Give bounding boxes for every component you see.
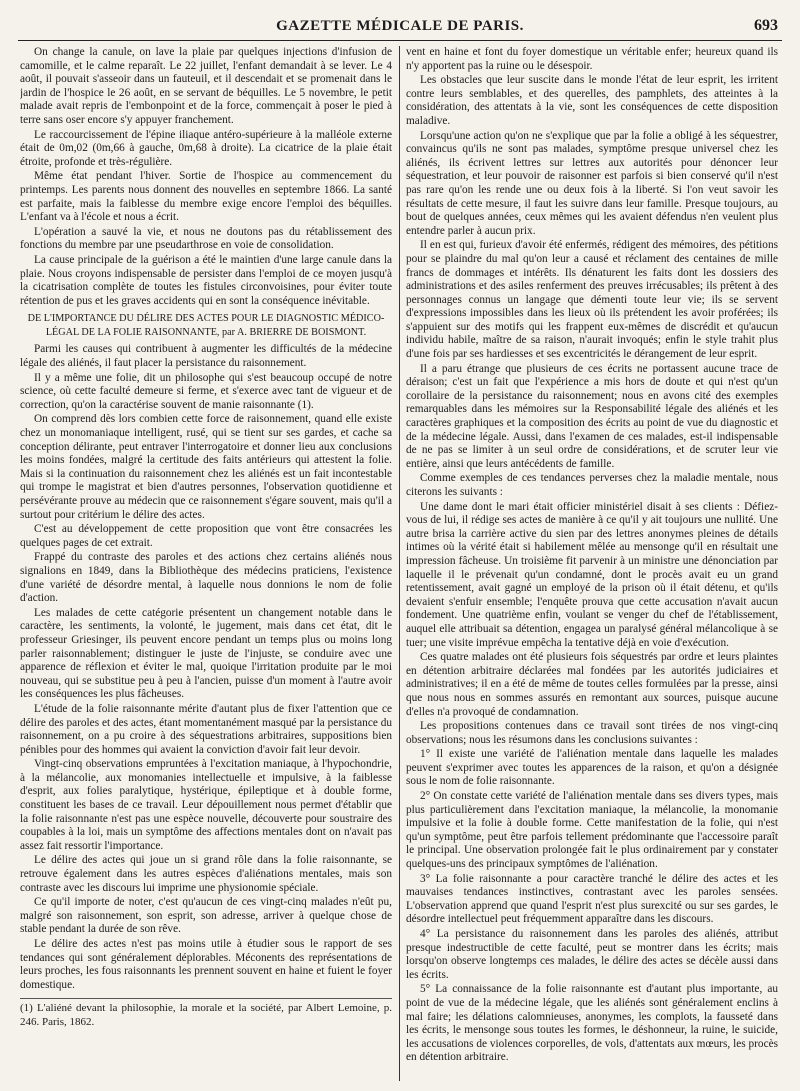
paragraph: Les propositions contenues dans ce travail sont tirées de nos vingt-cinq observations; nous les résumons dans les conclusions suivantes : (406, 720, 778, 746)
paragraph: Lorsqu'une action qu'on ne s'explique que par la folie a obligé à les séquestrer, convaincus qu'ils ne sont pas malades, symptôme presque universel chez les aliénés, ils écrivent lettres sur lettres aux autorités pour dénoncer leur séquestration, et leur pouvoir de raisonner est parfois si bien conservé qu'il n'est pas rare qu'on les rende une ou deux fois à la liberté. Si l'on veut savoir les résultats de cette mesure, il faut les suivre dans leur famille. Presque toujours, au bout de quelques années, ceux mêmes qui les avaient défendus n'en veulent plus entendre parler à aucun prix. (406, 129, 778, 237)
paragraph: Parmi les causes qui contribuent à augmenter les difficultés de la médecine légale des aliénés, il faut placer la persistance du raisonnement. (20, 343, 392, 370)
paragraph: Comme exemples de ces tendances perverses chez la maladie mentale, nous citerons les suivants : (406, 472, 778, 498)
paragraph: Ces quatre malades ont été plusieurs fois séquestrés par ordre et leurs plaintes en détention arbitraire déclarées mal fondées par les autorités judiciaires et administratives; il en a été de même de toutes celles formulées par la presse, ainsi que nous nous en sommes assurés en remontant aux sources, puisque aucune d'elles n'a provoqué de condamnation. (406, 651, 778, 718)
paragraph: Une dame dont le mari était officier ministériel disait à ses clients : Défiez-vous de lui, il rédige ses actes de manière à ce qu'il y ait toujours une nullité. Une autre brisa la carrière active du sien par des lettres anonymes pleines de détails intimes où la vérité était si habilement mêlée au mensonge qu'il en résultait une impression fâcheuse. Un troisième fit parvenir à un ministre une dénonciation par laquelle il le prévenait qu'un condamné, dont le procès avait eu un grand retentissement, avait gagné un employé de la prison où il était détenu, et qu'ils devaient s'enfuir ensemble; l'enquête prouva que cette accusation n'avait aucun fondement. Une quatrième enfin, voulant se venger du chef de l'établissement, auquel elle attribuait sa détention, engagea un paralysé général mélancolique à se tuer; une visite imprévue empêcha la tentative déjà en voie d'exécution. (406, 500, 778, 649)
paragraph: vent en haine et font du foyer domestique un véritable enfer; heureux quand ils n'y apportent pas la ruine ou le désespoir. (406, 46, 778, 72)
paragraph: 1° Il existe une variété de l'aliénation mentale dans laquelle les malades peuvent s'exprimer avec toutes les apparences de la raison, et qu'on a désignée sous le nom de folie raisonnante. (406, 748, 778, 788)
paragraph: Les obstacles que leur suscite dans le monde l'état de leur esprit, les irritent contre leurs semblables, et des querelles, des pamphlets, des atteintes à la considération, des attentats à la vie, sont les conséquences de cette disposition maladive. (406, 74, 778, 127)
paragraph: Même état pendant l'hiver. Sortie de l'hospice au commencement du printemps. Les parents nous donnent des nouvelles en septembre 1866. La santé est parfaite, mais la faiblesse du membre exige encore l'emploi des béquilles. L'enfant va à l'école et nous a écrit. (20, 170, 392, 224)
paragraph: Ce qu'il importe de noter, c'est qu'aucun de ces vingt-cinq malades n'eût pu, malgré son raisonnement, son esprit, son adresse, arriver à quelque chose de stable pendant la durée de son rêve. (20, 896, 392, 936)
paragraph: 5° La connaissance de la folie raisonnante est d'autant plus importante, au point de vue de la médecine légale, que les aliénés sont généralement enclins à mal faire; les délations calomnieuses, anonymes, les complots, la fausseté dans les écrits, le mensonge sous toutes les formes, le déshonneur, la ruine, le suicide, les accusations de violences corporelles, de vols, d'attentats aux mœurs, les procès en détention arbitraire. (406, 983, 778, 1064)
page-number: 693 (754, 17, 778, 34)
paragraph: 4° La persistance du raisonnement dans les paroles des aliénés, attribut presque indestructible de cette faculté, peut se montrer dans les écrits; mais lorsqu'on observe longtemps ces malades, le délire des actes se décèle aussi dans les écrits. (406, 928, 778, 981)
left-column (20, 46, 392, 1085)
paragraph: 3° La folie raisonnante a pour caractère tranché le délire des actes et les mauvaises tendances instinctives, contrastant avec les paroles sensées. L'observation apprend que quand l'esprit n'est plus surexcité ou sur ses gardes, le désordre intellectuel peut fréquemment apparaître dans les discours. (406, 872, 778, 926)
paragraph: Vingt-cinq observations empruntées à l'excitation maniaque, à l'hypochondrie, à la mélancolie, aux monomanies intellectuelle et impulsive, à la faiblesse d'esprit, aux folies paralytique, hystérique, épileptique et à double forme, constituent les bases de ce travail. Leur dépouillement nous permet d'établir que la folie raisonnante n'est pas une espèce nouvelle, découverte pour soustraire des coupables à la loi, mais un symptôme des affections mentales dont on n'avait pas assez fait ressortir l'importance. (20, 758, 392, 852)
paragraph: Le délire des actes qui joue un si grand rôle dans la folie raisonnante, se retrouve également dans les autres espèces d'aliénations mentales, mais son contraste avec les discours lui imprime une physionomie spéciale. (20, 854, 392, 894)
paragraph: Il y a même une folie, dit un philosophe qui s'est beaucoup occupé de notre science, où cette faculté demeure si ferme, et s'exerce avec tant de vigueur et de correction, qu'on la caractérise souvent de manie raisonnante (1). (20, 371, 392, 411)
page-header (18, 16, 782, 41)
paragraph: L'étude de la folie raisonnante mérite d'autant plus de fixer l'attention que ce délire des paroles et des actes, étant momentanément masqué par la persistance du raisonnement, on a pu croire à des séquestrations arbitraires, suppositions bien pénibles pour des hommes qui avaient la conviction d'avoir fait leur devoir. (20, 702, 392, 756)
paragraph: Il en est qui, furieux d'avoir été enfermés, rédigent des mémoires, des pétitions pour se plaindre du mal qu'on leur a causé et réclament des centaines de mille francs de dommages et intérêts. Ils dénaturent les faits dont les dossiers des administrations et des asiles renferment des preuves irrécusables; ils prêtent à des personnages connus un langage que démenti toute leur vie; ils se servent d'expressions impossibles dans les lieux où ils prétendent les avoir proférées; ils s'appuient sur des motifs qui les frappent eux-mêmes de discrédit et qu'aucun individu habile, maître de sa raison, n'aurait invoqués; enfin le style trahit plus d'une fois par ses hardiesses et ses excentricités le dérangement de leur esprit. (406, 239, 778, 361)
paragraph: 2° On constate cette variété de l'aliénation mentale dans ses divers types, mais plus particulièrement dans l'excitation maniaque, la mélancolie, la monomanie impulsive et la folie à double forme. Cette manifestation de la folie, qui n'est qu'un symptôme, peut être parfois tellement prédominante que l'accessoire paraît le principal. Une observation prolongée fait le plus ordinairement par y constater quelques-uns des principaux symptômes de l'aliénation. (406, 790, 778, 871)
paragraph: On change la canule, on lave la plaie par quelques injections d'infusion de camomille, et le calme reparaît. Le 22 juillet, l'enfant demandait à se lever. Le 4 août, il pouvait s'asseoir dans un fauteuil, et il descendait et se promenait dans le jardin de l'hospice le 26 août, en se servant de béquilles. Le 5 novembre, le petit malade avait repris de l'embonpoint et de la force, commençait à poser le pied à terre sans oser encore s'y appuyer franchement. (20, 46, 392, 126)
paragraph: Le raccourcissement de l'épine iliaque antéro-supérieure à la malléole externe était de 0m,02 (0m,66 à gauche, 0m,68 à droite). La cicatrice de la plaie était étroite, profonde et très-régulière. (20, 128, 392, 168)
paragraph: C'est au développement de cette proposition que vont être consacrées les quelques pages de cet extrait. (20, 523, 392, 549)
article-title: DE L'IMPORTANCE DU DÉLIRE DES ACTES POUR LE DIAGNOSTIC MÉDICO-LÉGAL DE LA FOLIE RAISONNANTE, par A. BRIERRE DE BOISMONT. (27, 313, 385, 338)
paragraph: Frappé du contraste des paroles et des actions chez certains aliénés nous signalions en 1849, dans la Bibliothèque des médecins praticiens, l'existence d'une variété de désordre mental, à laquelle nous donnions le nom de folie d'action. (20, 551, 392, 605)
paragraph: Le délire des actes n'est pas moins utile à étudier sous le rapport de ses tendances qui sont généralement déplorables. Méconents des représentations de leurs proches, les fous raisonnants les prennent souvent en haine et fuient le foyer domestique. (20, 938, 392, 991)
footnote: (1) L'aliéné devant la philosophie, la morale et la société, par Albert Lemoine, p. 246. Paris, 1862. (20, 998, 392, 1029)
paragraph: L'opération a sauvé la vie, et nous ne doutons pas du rétablissement des fonctions du membre par une pseudarthrose en voie de consolidation. (20, 225, 392, 252)
paragraph: On comprend dès lors combien cette force de raisonnement, quand elle existe chez un monomaniaque intelligent, rusé, qui se tient sur ses gardes, et cache sa conception délirante, peut entraver l'interrogatoire et donner lieu aux conclusions les moins fondées, malgré la certitude des faits antérieurs qui attestent la folie. Mais si la continuation du raisonnement chez les aliénés est un fait incontestable qui trompe le magistrat et bien d'autres personnes, l'observation quotidienne et persévérante prouve au médecin que ce raisonnement s'égare souvent, mais qu'il a surtout pour critérium le délire des actes. (20, 413, 392, 521)
paragraph: Il a paru étrange que plusieurs de ces écrits ne portassent aucune trace de déraison; c'est un fait que l'expérience a mis hors de doute et qui n'est qu'un corollaire de la persistance du raisonnement; nous en avons cité des exemples remarquables dans les mémoires sur la Responsabilité légale des aliénés et les caractères graphiques et la composition des écrits au point de vue du diagnostic et de la médecine légale. Aussi, dans l'examen de ces malades, est-il indispensable de ne pas se limiter à un seul ordre de considérations, et de scruter leur vie entière, ainsi que leurs antécédents de famille. (406, 362, 778, 470)
right-column (406, 46, 778, 1085)
journal-title: GAZETTE MÉDICALE DE PARIS. (276, 18, 524, 34)
column-divider (399, 46, 400, 1081)
paragraph: La cause principale de la guérison a été le maintien d'une large canule dans la plaie. Nous croyons indispensable de persister dans l'emploi de ce moyen jusqu'à la cicatrisation complète de toutes les fistules circonvoisines, pour éviter toute rétention de pus et les graves accidents qui en sont la conséquence inévitable. (20, 253, 392, 307)
paragraph: Les malades de cette catégorie présentent un changement notable dans le caractère, les sentiments, la volonté, le jugement, mais dans cet état, dit le professeur Griesinger, ils peuvent encore pendant un temps plus ou moins long parler raisonnablement; distinguer le juste de l'injuste, se conduire avec une apparence de réflexion et éviter le mal, quoique l'irritation produite par le moi nouveau, qui se substitue peu à peu à l'ancien, puisse d'un moment à l'autre avoir les conséquences les plus fâcheuses. (20, 606, 392, 701)
